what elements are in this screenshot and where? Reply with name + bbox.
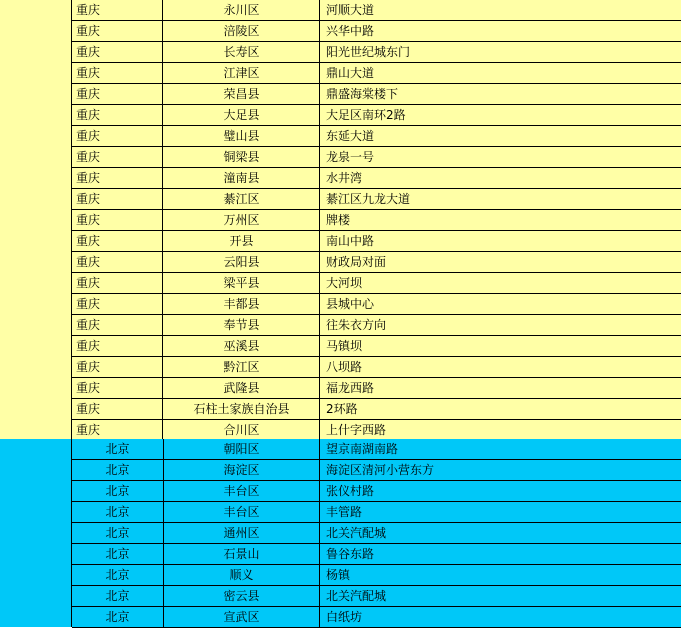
- district-cell[interactable]: 丰都县: [164, 294, 320, 314]
- address-cell[interactable]: 海淀区清河小营东方: [326, 463, 435, 477]
- table-row: [72, 126, 681, 147]
- city-cell[interactable]: 北京: [72, 565, 164, 585]
- city-cell[interactable]: 重庆: [72, 231, 163, 251]
- district-cell[interactable]: 永川区: [164, 0, 320, 20]
- district-cell[interactable]: 宣武区: [164, 607, 320, 627]
- city-cell[interactable]: 重庆: [72, 21, 163, 41]
- address-cell[interactable]: 丰管路: [326, 505, 363, 519]
- district-cell[interactable]: 潼南县: [164, 168, 320, 188]
- address-cell[interactable]: 马镇坝: [326, 339, 363, 353]
- city-cell[interactable]: 重庆: [72, 168, 163, 188]
- city-cell[interactable]: 重庆: [72, 42, 163, 62]
- table-row: [72, 168, 681, 189]
- city-cell[interactable]: 重庆: [72, 420, 163, 440]
- city-cell[interactable]: 重庆: [72, 357, 163, 377]
- table-row: [72, 460, 681, 481]
- table-row: [72, 481, 681, 502]
- district-cell[interactable]: 璧山县: [164, 126, 320, 146]
- city-cell[interactable]: 重庆: [72, 294, 163, 314]
- district-cell[interactable]: 石柱土家族自治县: [164, 399, 320, 419]
- district-cell[interactable]: 云阳县: [164, 252, 320, 272]
- address-cell[interactable]: 南山中路: [326, 234, 375, 248]
- address-cell[interactable]: 张仪村路: [326, 484, 375, 498]
- district-cell[interactable]: 石景山: [164, 544, 320, 564]
- district-cell[interactable]: 长寿区: [164, 42, 320, 62]
- city-cell[interactable]: 重庆: [72, 0, 163, 20]
- city-cell[interactable]: 重庆: [72, 105, 163, 125]
- table-row: [72, 315, 681, 336]
- city-cell[interactable]: 北京: [72, 481, 164, 501]
- address-cell[interactable]: 阳光世纪城东门: [326, 45, 411, 59]
- district-cell[interactable]: 丰台区: [164, 481, 320, 501]
- table-row: [72, 21, 681, 42]
- district-cell[interactable]: 江津区: [164, 63, 320, 83]
- address-cell[interactable]: 白纸坊: [326, 610, 363, 624]
- city-cell[interactable]: 重庆: [72, 273, 163, 293]
- address-cell[interactable]: 望京南湖南路: [326, 442, 399, 456]
- table-row: [72, 63, 681, 84]
- group-cell: [0, 0, 72, 439]
- district-cell[interactable]: 大足县: [164, 105, 320, 125]
- address-cell[interactable]: 大足区南环2路: [326, 108, 406, 122]
- district-cell[interactable]: 丰台区: [164, 502, 320, 522]
- table-row: [72, 420, 681, 441]
- table-row: [72, 252, 681, 273]
- district-cell[interactable]: 巫溪县: [164, 336, 320, 356]
- address-cell[interactable]: 鲁谷东路: [326, 547, 375, 561]
- address-cell[interactable]: 鼎山大道: [326, 66, 375, 80]
- city-cell[interactable]: 重庆: [72, 399, 163, 419]
- address-cell[interactable]: 财政局对面: [326, 255, 387, 269]
- district-cell[interactable]: 朝阳区: [164, 439, 320, 459]
- address-cell[interactable]: 北关汽配城: [326, 526, 387, 540]
- address-cell[interactable]: 龙泉一号: [326, 150, 375, 164]
- table-row: [72, 502, 681, 523]
- table-row: [72, 336, 681, 357]
- address-cell[interactable]: 牌楼: [326, 213, 351, 227]
- table-row: [72, 523, 681, 544]
- city-cell[interactable]: 北京: [72, 439, 164, 459]
- district-cell[interactable]: 开县: [164, 231, 320, 251]
- district-cell[interactable]: 武隆县: [164, 378, 320, 398]
- table-row: [72, 84, 681, 105]
- city-cell[interactable]: 重庆: [72, 210, 163, 230]
- district-cell[interactable]: 梁平县: [164, 273, 320, 293]
- city-cell[interactable]: 重庆: [72, 63, 163, 83]
- district-cell[interactable]: 万州区: [164, 210, 320, 230]
- address-cell[interactable]: 福龙西路: [326, 381, 375, 395]
- city-cell[interactable]: 北京: [72, 544, 164, 564]
- city-cell[interactable]: 北京: [72, 586, 164, 606]
- table-row: [72, 273, 681, 294]
- city-cell[interactable]: 重庆: [72, 126, 163, 146]
- city-cell[interactable]: 北京: [72, 502, 164, 522]
- address-cell[interactable]: 县城中心: [326, 297, 375, 311]
- address-cell[interactable]: 上什字西路: [326, 423, 387, 437]
- table-rows: [72, 439, 681, 628]
- table-row: [72, 294, 681, 315]
- district-cell[interactable]: 通州区: [164, 523, 320, 543]
- city-cell[interactable]: 北京: [72, 607, 164, 627]
- city-cell[interactable]: 北京: [72, 460, 164, 480]
- city-cell[interactable]: 重庆: [72, 336, 163, 356]
- district-cell[interactable]: 海淀区: [164, 460, 320, 480]
- table-row: [72, 439, 681, 460]
- address-cell[interactable]: 河顺大道: [326, 3, 375, 17]
- city-cell[interactable]: 重庆: [72, 84, 163, 104]
- district-cell[interactable]: 铜梁县: [164, 147, 320, 167]
- district-cell[interactable]: 密云县: [164, 586, 320, 606]
- city-cell[interactable]: 北京: [72, 523, 164, 543]
- city-cell[interactable]: 重庆: [72, 252, 163, 272]
- table-row: [72, 105, 681, 126]
- address-cell[interactable]: 兴华中路: [326, 24, 375, 38]
- district-cell[interactable]: 綦江区: [164, 189, 320, 209]
- table-row: [72, 147, 681, 168]
- district-cell[interactable]: 合川区: [164, 420, 320, 440]
- table-row: [72, 189, 681, 210]
- table-row: [72, 565, 681, 586]
- district-cell[interactable]: 奉节县: [164, 315, 320, 335]
- district-cell[interactable]: 涪陵区: [164, 21, 320, 41]
- city-cell[interactable]: 重庆: [72, 378, 163, 398]
- address-cell[interactable]: 往朱衣方向: [326, 318, 387, 332]
- table-row: [72, 378, 681, 399]
- district-cell[interactable]: 荣昌县: [164, 84, 320, 104]
- table-row: [72, 607, 681, 628]
- address-cell[interactable]: 东延大道: [326, 129, 375, 143]
- table-row: [72, 231, 681, 252]
- district-cell[interactable]: 顺义: [164, 565, 320, 585]
- table-row: [72, 357, 681, 378]
- table-row: [72, 399, 681, 420]
- table-rows: [72, 0, 681, 441]
- table-row: [72, 210, 681, 231]
- address-cell[interactable]: 大河坝: [326, 276, 363, 290]
- district-cell[interactable]: 黔江区: [164, 357, 320, 377]
- city-cell[interactable]: 重庆: [72, 315, 163, 335]
- table-row: [72, 586, 681, 607]
- address-cell[interactable]: 鼎盛海棠楼下: [326, 87, 399, 101]
- address-cell[interactable]: 2环路: [326, 402, 358, 416]
- address-cell[interactable]: 北关汽配城: [326, 589, 387, 603]
- address-cell[interactable]: 綦江区九龙大道: [326, 192, 411, 206]
- address-cell[interactable]: 水井湾: [326, 171, 363, 185]
- table-row: [72, 544, 681, 565]
- address-cell[interactable]: 八坝路: [326, 360, 363, 374]
- city-cell[interactable]: 重庆: [72, 147, 163, 167]
- address-cell[interactable]: 杨镇: [326, 568, 351, 582]
- beijing-section: [0, 439, 681, 627]
- city-cell[interactable]: 重庆: [72, 189, 163, 209]
- group-cell: [0, 439, 72, 627]
- table-row: [72, 42, 681, 63]
- table-row: [72, 0, 681, 21]
